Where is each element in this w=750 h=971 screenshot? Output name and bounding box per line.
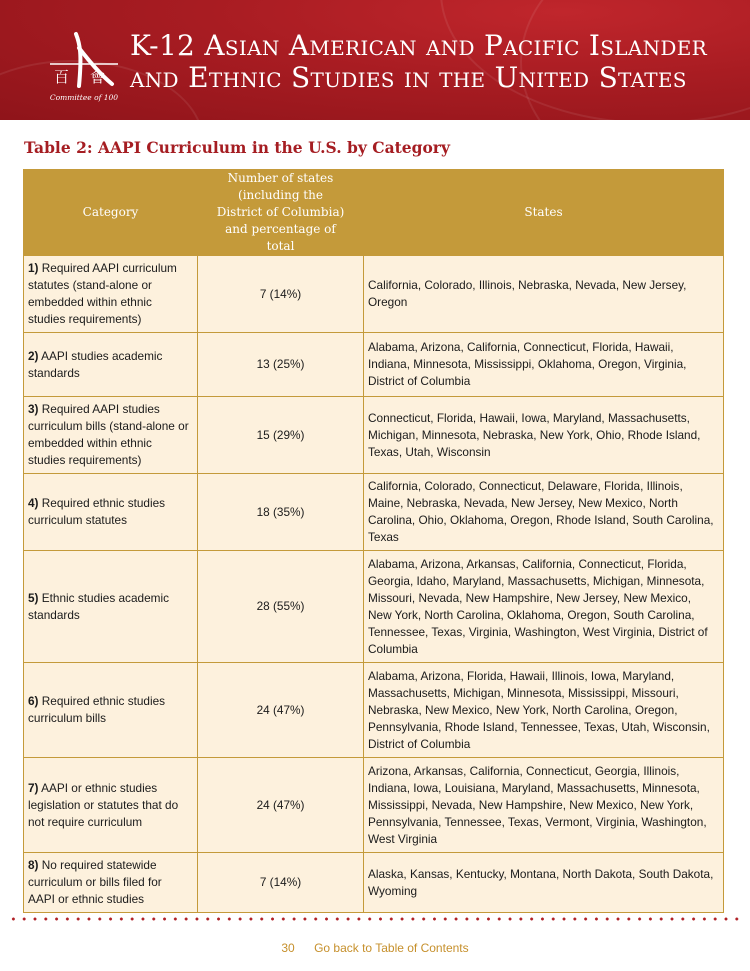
category-cell (24, 758, 198, 853)
dotted-divider (8, 917, 742, 921)
header-banner (0, 0, 750, 120)
category-number: 7) (28, 780, 39, 795)
table-row (24, 474, 724, 551)
logo-mark-icon (46, 30, 122, 90)
states-cell: Arizona, Arkansas, California, Connecticut, Georgia, Illinois, Indiana, Iowa, Louisiana, Maryland, Massachusetts, Minnesota, Mississippi, Nevada, New Hampshire, New Mexico, New York, Pennsylvania, Tennessee, Texas, Vermont, Virginia, Washington, West Virginia (364, 758, 724, 853)
states-cell: Alabama, Arizona, California, Connecticut, Florida, Hawaii, Indiana, Minnesota, Mississippi, Oklahoma, Oregon, Virginia, District of Columbia (364, 333, 724, 397)
category-text: AAPI or ethnic studies legislation or statutes that do not require curriculum (28, 780, 179, 829)
category-number: 6) (28, 694, 39, 708)
category-number: 1) (28, 261, 39, 275)
table-row (24, 758, 724, 853)
toc-link[interactable]: Go back to Table of Contents (314, 941, 469, 955)
category-cell (24, 474, 198, 551)
column-header-category: Category (24, 170, 198, 256)
category-number: 8) (28, 858, 39, 872)
category-number: 3) (28, 402, 39, 416)
committee-of-100-logo (46, 30, 122, 102)
page-number: 30 (281, 941, 295, 955)
states-cell: California, Colorado, Illinois, Nebraska, Nevada, New Jersey, Oregon (364, 256, 724, 333)
document-title-line1: K-12 Asian American and Pacific Islander (130, 29, 707, 62)
category-text: Ethnic studies academic standards (28, 590, 169, 622)
column-header-states: States (364, 170, 724, 256)
category-text: AAPI studies academic standards (28, 348, 163, 380)
category-text: Required AAPI studies curriculum bills (stand-alone or embedded within ethnic studies requirements) (28, 402, 189, 467)
column-header-number: Number of states (including the District of Columbia) and percentage of total (198, 170, 364, 256)
logo-caption: Committee of 100 (49, 93, 119, 102)
count-cell: 7 (14%) (198, 256, 364, 333)
category-text: Required AAPI curriculum statutes (stand-alone or embedded within ethnic studies requirements) (28, 261, 177, 326)
count-cell: 28 (55%) (198, 551, 364, 663)
table-row (24, 333, 724, 397)
category-cell (24, 853, 198, 913)
states-cell: Alabama, Arizona, Florida, Hawaii, Illinois, Iowa, Maryland, Massachusetts, Michigan, Minnesota, Mississippi, Missouri, Nebraska, New Mexico, New York, North Carolina, Oregon, Pennsylvania, Rhode Island, Tennessee, Texas, Utah, Wisconsin, District of Columbia (364, 663, 724, 758)
count-cell: 24 (47%) (198, 663, 364, 758)
page-footer (0, 941, 750, 955)
count-cell: 7 (14%) (198, 853, 364, 913)
category-number: 2) (28, 348, 39, 363)
document-title (130, 30, 707, 94)
table-row (24, 551, 724, 663)
count-cell: 13 (25%) (198, 333, 364, 397)
category-cell (24, 397, 198, 474)
count-cell: 18 (35%) (198, 474, 364, 551)
table-row (24, 663, 724, 758)
table-header-row (24, 170, 724, 256)
states-cell: Alaska, Kansas, Kentucky, Montana, North Dakota, South Dakota, Wyoming (364, 853, 724, 913)
category-cell (24, 663, 198, 758)
count-cell: 15 (29%) (198, 397, 364, 474)
document-title-line2: and Ethnic Studies in the United States (130, 61, 687, 94)
count-cell: 24 (47%) (198, 758, 364, 853)
category-number: 5) (28, 590, 39, 605)
category-cell (24, 256, 198, 333)
table-row (24, 397, 724, 474)
category-text: No required statewide curriculum or bills filed for AAPI or ethnic studies (28, 858, 162, 906)
category-text: Required ethnic studies curriculum bills (28, 694, 166, 725)
curriculum-table (23, 169, 724, 913)
svg-text:百: 百 (54, 68, 70, 86)
table-row (24, 256, 724, 333)
category-cell (24, 551, 198, 663)
states-cell: Alabama, Arizona, Arkansas, California, Connecticut, Florida, Georgia, Idaho, Maryland, Massachusetts, Michigan, Minnesota, Missouri, Nevada, New Hampshire, New Jersey, New Mexico, New York, North Carolina, Oklahoma, Oregon, South Carolina, Tennessee, Texas, Virginia, Washington, West Virginia, District of Columbia (364, 551, 724, 663)
table-title: Table 2: AAPI Curriculum in the U.S. by Category (24, 138, 450, 157)
category-number: 4) (28, 496, 39, 510)
states-cell: Connecticut, Florida, Hawaii, Iowa, Maryland, Massachusetts, Michigan, Minnesota, Nebraska, New York, Ohio, Rhode Island, Texas, Utah, Wisconsin (364, 397, 724, 474)
svg-text:會: 會 (90, 68, 106, 86)
table-row (24, 853, 724, 913)
category-cell (24, 333, 198, 397)
category-text: Required ethnic studies curriculum statutes (28, 496, 166, 527)
states-cell: California, Colorado, Connecticut, Delaware, Florida, Illinois, Maine, Nebraska, Nevada, New Jersey, New Mexico, North Carolina, Ohio, Oklahoma, Oregon, Rhode Island, South Carolina, Texas (364, 474, 724, 551)
